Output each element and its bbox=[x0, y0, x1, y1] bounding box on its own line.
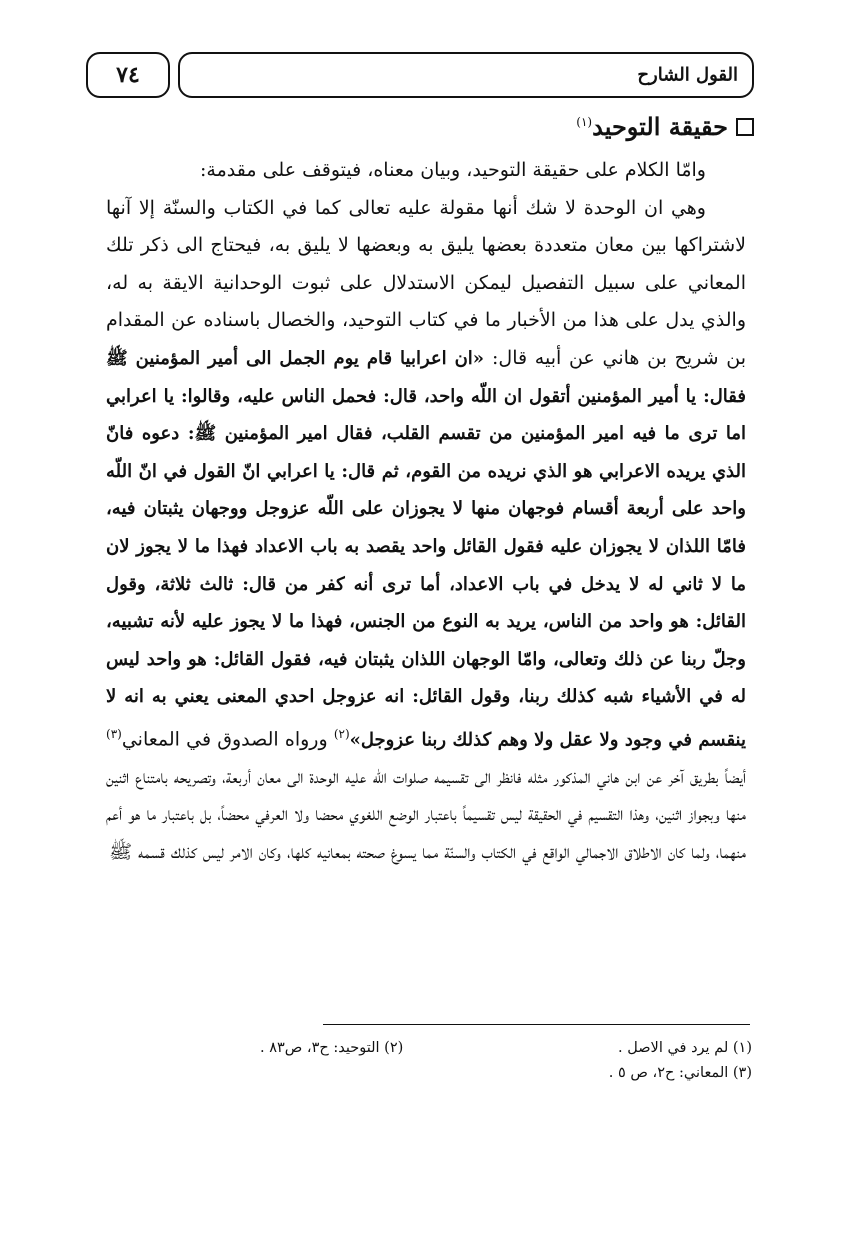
footnotes bbox=[260, 1036, 752, 1086]
footnote-ref-3: (٣) bbox=[106, 726, 122, 741]
section-heading-text: حقيقة التوحيد$^{(١)}$ bbox=[576, 112, 728, 141]
section-heading bbox=[576, 112, 754, 141]
footnote-divider bbox=[323, 1024, 750, 1025]
page-header bbox=[86, 52, 754, 102]
body-text bbox=[106, 152, 746, 872]
footnote-ref-1: (١) bbox=[576, 115, 593, 129]
footnote-3: (٣) المعاني: ح٢، ص ٥ . bbox=[608, 1065, 752, 1081]
footnote-ref-2: (٢) bbox=[333, 726, 350, 741]
footnote-2: (٢) التوحيد: ح٣، ص٨٣ . bbox=[260, 1040, 404, 1056]
hadith-quote: «ان اعرابيا قام يوم الجمل الى أمير المؤمنين ﷺ فقال: يا أمير المؤمنين أتقول ان اللّه واحد، قال: فحمل الناس عليه، وقالوا: يا اعرابي اما ترى ما فيه امير المؤمنين من تقسم القلب، فقال امير المؤمنين ﷺ: دعوه فانّ الذي يريده الاعرابي هو الذي نريده من القوم، ثم قال: يا اعرابي انّ القول في انّ اللّه واحد على أربعة أقسام فوجهان منها لا يجوزان على اللّه عزوجل ووجهان يثبتان فيه، فامّا اللذان لا يجوزان عليه فقول القائل واحد يقصد به باب الاعداد فهذا ما لا يجوز لان ما لا ثاني له لا يدخل في باب الاعداد، أما ترى أنه كفر من قال: ثالث ثلاثة، وقول القائل: هو واحد من الناس، يريد به النوع من الجنس، فهذا ما لا يجوز عليه لأنه تشبيه، وجلّ ربنا عن ذلك وتعالى، وامّا الوجهان اللذان يثبتان فيه، فقول القائل: هو واحد ليس له في الأشياء شبه كذلك ربنا، وقول القائل: انه عزوجل احدي المعنى يعني به انه لا ينقسم في وجود ولا عقل ولا وهم كذلك ربنا عزوجل» bbox=[106, 347, 746, 751]
footnote-1: (١) لم يرد في الاصل . bbox=[618, 1040, 752, 1056]
running-title-box bbox=[178, 52, 754, 98]
paragraph-main: وهي ان الوحدة لا شك أنها مقولة عليه تعالى كما في الكتاب والسنّة إلا آنها لاشتراكها بين معان متعددة بعضها يليق به وبعضها لا يليق به، فيحتاج الى ذكر تلك المعاني على سبيل التفصيل ليمكن الاستدلال على ثبوت الوحدانية الايقة به له، والذي يدل على هذا من الأخبار ما في كتاب التوحيد، والخصال باسناده عن المقدام بن شريح بن هاني عن أبيه قال: «ان اعرابيا قام يوم الجمل الى أمير المؤمنين ﷺ فقال: يا أمير المؤمنين أتقول ان اللّه واحد، قال: فحمل الناس عليه، وقالوا: يا اعرابي اما ترى ما فيه امير المؤمنين من تقسم القلب، فقال امير المؤمنين ﷺ: دعوه فانّ الذي يريده الاعرابي هو الذي نريده من القوم، ثم قال: يا اعرابي انّ القول في انّ اللّه واحد على أربعة أقسام فوجهان منها لا يجوزان على اللّه عزوجل ووجهان يثبتان فيه، فامّا اللذان لا يجوزان عليه فقول القائل واحد يقصد به باب الاعداد فهذا ما لا يجوز لان ما لا ثاني له لا يدخل في باب الاعداد، أما ترى أنه كفر من قال: ثالث ثلاثة، وقول القائل: هو واحد من الناس، يريد به النوع من الجنس، فهذا ما لا يجوز عليه لأنه تشبيه، وجلّ ربنا عن ذلك وتعالى، وامّا الوجهان اللذان يثبتان فيه، فقول القائل: هو واحد ليس له في الأشياء شبه كذلك ربنا، وقول القائل: انه عزوجل احدي المعنى يعني به انه لا ينقسم في وجود ولا عقل ولا وهم كذلك ربنا عزوجل»$^{(٢)}$ ورواه الصدوق في المعاني$^{(٣)}$ أيضاً بطريق آخر عن ابن هاني المذكور مثله فانظر الى تقسيمه صلوات اللّه عليه الوحدة الى معان أربعة، وتصريحه بامتناع اثنين منها وبجواز اثنين، وهذا التقسيم في الحقيقة ليس تقسيماً باعتبار الوضع اللغوي محضا ولا العرفي محضاً، بل باعتبار ما هو أعم منهما، ولما كان الاطلاق الاجمالي الواقع في الكتاب والسنّة مما يسوغ صحته بمعانيه كلها، وكان الامر ليس كذلك قسمه ﷺ bbox=[106, 196, 747, 864]
page-number-box bbox=[86, 52, 170, 98]
page-number: ٧٤ bbox=[116, 62, 140, 88]
square-bullet-icon bbox=[736, 118, 754, 136]
running-title: القول الشارح bbox=[637, 64, 738, 86]
paragraph-intro: وامّا الكلام على حقيقة التوحيد، وبيان معناه، فيتوقف على مقدمة: bbox=[200, 159, 706, 181]
